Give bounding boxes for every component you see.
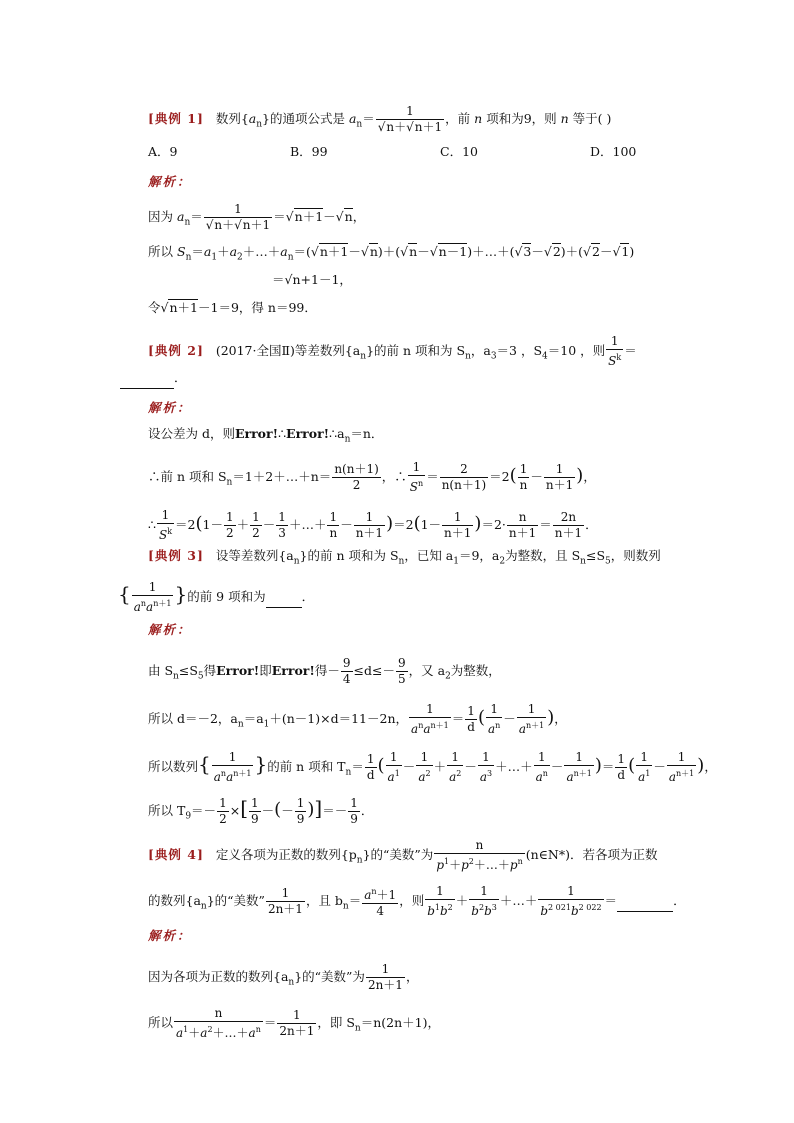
solution-line: 因为 $a_n=$ $\frac{1}{√n+√n+1}$ ＝√n＋1－√n， xyxy=(148,202,366,232)
solution-line: 所以 $S_n=a_1+a_2+\dots+a_n=(√n+1-√n)+(√n-√n-1)+\dots+(√3-√2)+(√2-√1)$ xyxy=(148,244,635,263)
solution-line: 所以 $\frac{n}{a^1+a^2+\dots+a^n}$ ＝ $\frac{1}{2n+1}$ ，即 $S_n=n(2n+1)$， xyxy=(148,1006,440,1040)
solution-line: { $\frac{1}{a^na^{n+1}}$ }的前 9 项和为 ． xyxy=(118,580,315,614)
solution-line: ∴前 n 项和 $S_n=1+2+\dots+n=$ $\frac{n(n+1)}{2}$ ，∴ $\frac{1}{S^n}$ ＝ $\frac{2}{n(n+1)}$ ＝2( $\frac{1}{n}$ － $\frac{1}{n+1}$ )， xyxy=(148,460,596,494)
example-tag: [典例 4] xyxy=(148,847,204,862)
example-tag: [典例 3] xyxy=(148,548,204,563)
example-2-question: [典例 2] (2017·全国Ⅱ)等差数列$\{a_n\}$的前 n 项和为 $S_n$，$a_3=3$ ，$S_4=10$ ，则 $\frac{1}{S^k}$ ＝ xyxy=(148,334,637,368)
solution-line: 令√n＋1－1＝9，得 n＝99． xyxy=(148,300,317,315)
solution-line: ＝√n+1－1， xyxy=(272,272,352,287)
solution-line: 所以 $T_9=-$ $\frac{1}{2}$ ×[ $\frac{1}{9}$ －(－ $\frac{1}{9}$ )]＝－ $\frac{1}{9}$ ． xyxy=(148,796,374,826)
solution-label: 解析： xyxy=(148,928,192,943)
solution-line: 由 $S_n\le S_5$得Error!即Error!得－ $\frac{9}{4}$ ≤d≤－ $\frac{9}{5}$ ，又 $a_2$为整数， xyxy=(148,656,501,686)
solution-line: 所以 d＝－2，$a_n=a_1+(n-1)\times d=11-2n$， $\frac{1}{a^na^{n+1}}$ ＝ $\frac{1}{d}$ ( $\frac{1}{a^n}$ － $\frac{1}{a^{n+1}}$ )， xyxy=(148,702,567,736)
solution-line: ∴ $\frac{1}{S^k}$ ＝2(1－ $\frac{1}{2}$ ＋ $\frac{1}{2}$ － $\frac{1}{3}$ ＋…＋ $\frac{1}{n}$ － $\frac{1}{n+1}$ )＝2(1－ $\frac{1}{n+1}$ )＝2· $\frac{n}{n+1}$ ＝ $\frac{2n}{n+1}$ ． xyxy=(148,508,598,542)
example-tag: [典例 1] xyxy=(148,111,204,126)
example-tag: [典例 2] xyxy=(148,343,204,358)
example-4-question-cont: 的数列$\{a_n\}$的“美数” $\frac{1}{2n+1}$ ，且 $b_n=$ $\frac{a^n+1}{4}$ ，则 $\frac{1}{b^1b^2}$ ＋ $\frac{1}{b^2b^3}$ ＋…＋ $\frac{1}{b^{2 021}b^{2 022}}$ ＝ ． xyxy=(148,884,686,918)
solution-label: 解析： xyxy=(148,622,192,637)
option-b: B．99 xyxy=(290,144,328,159)
solution-line: 因为各项为正数的数列$\{a_n\}$的“美数”为 $\frac{1}{2n+1}$ ， xyxy=(148,962,419,992)
solution-label: 解析： xyxy=(148,174,192,189)
option-a: A．9 xyxy=(148,144,178,159)
solution-line: 设公差为 d，则$Error!\therefore Error!\therefore a_n=n$． xyxy=(148,426,384,445)
example-3-question: [典例 3] 设等差数列$\{a_n\}$的前 n 项和为 $S_n$，已知 $a_1=9$，$a_2$为整数，且 $S_n\le S_5$，则数列 xyxy=(148,548,661,567)
example-1-question: [典例 1] 数列$\{a_n\}$的通项公式是 $a_n=$ $\frac{1}{√n+√n+1}$ ，前 n 项和为9，则 n 等于( ) xyxy=(148,104,612,134)
option-d: D．100 xyxy=(590,144,637,159)
answer-blank: ． xyxy=(120,368,187,389)
example-4-question: [典例 4] 定义各项为正数的数列$\{p_n\}$的“美数”为 $\frac{n}{p^1+p^2+\dots+p^n}$ (n∈N*)．若各项为正数 xyxy=(148,838,658,872)
solution-line: 所以数列{ $\frac{1}{a^na^{n+1}}$ }的前 n 项和 $T_n=$ $\frac{1}{d}$ ( $\frac{1}{a^1}$ － $\frac{1}{a^2}$ ＋ $\frac{1}{a^2}$ － $\frac{1}{a^3}$ ＋…＋ $\frac{1}{a^n}$ － $\frac{1}{a^{n+1}}$ )＝ $\frac{1}{d}$ ( $\frac{1}{a^1}$ － $\frac{1}{a^{n+1}}$ )， xyxy=(148,750,717,784)
solution-label: 解析： xyxy=(148,400,192,415)
option-c: C．10 xyxy=(440,144,478,159)
